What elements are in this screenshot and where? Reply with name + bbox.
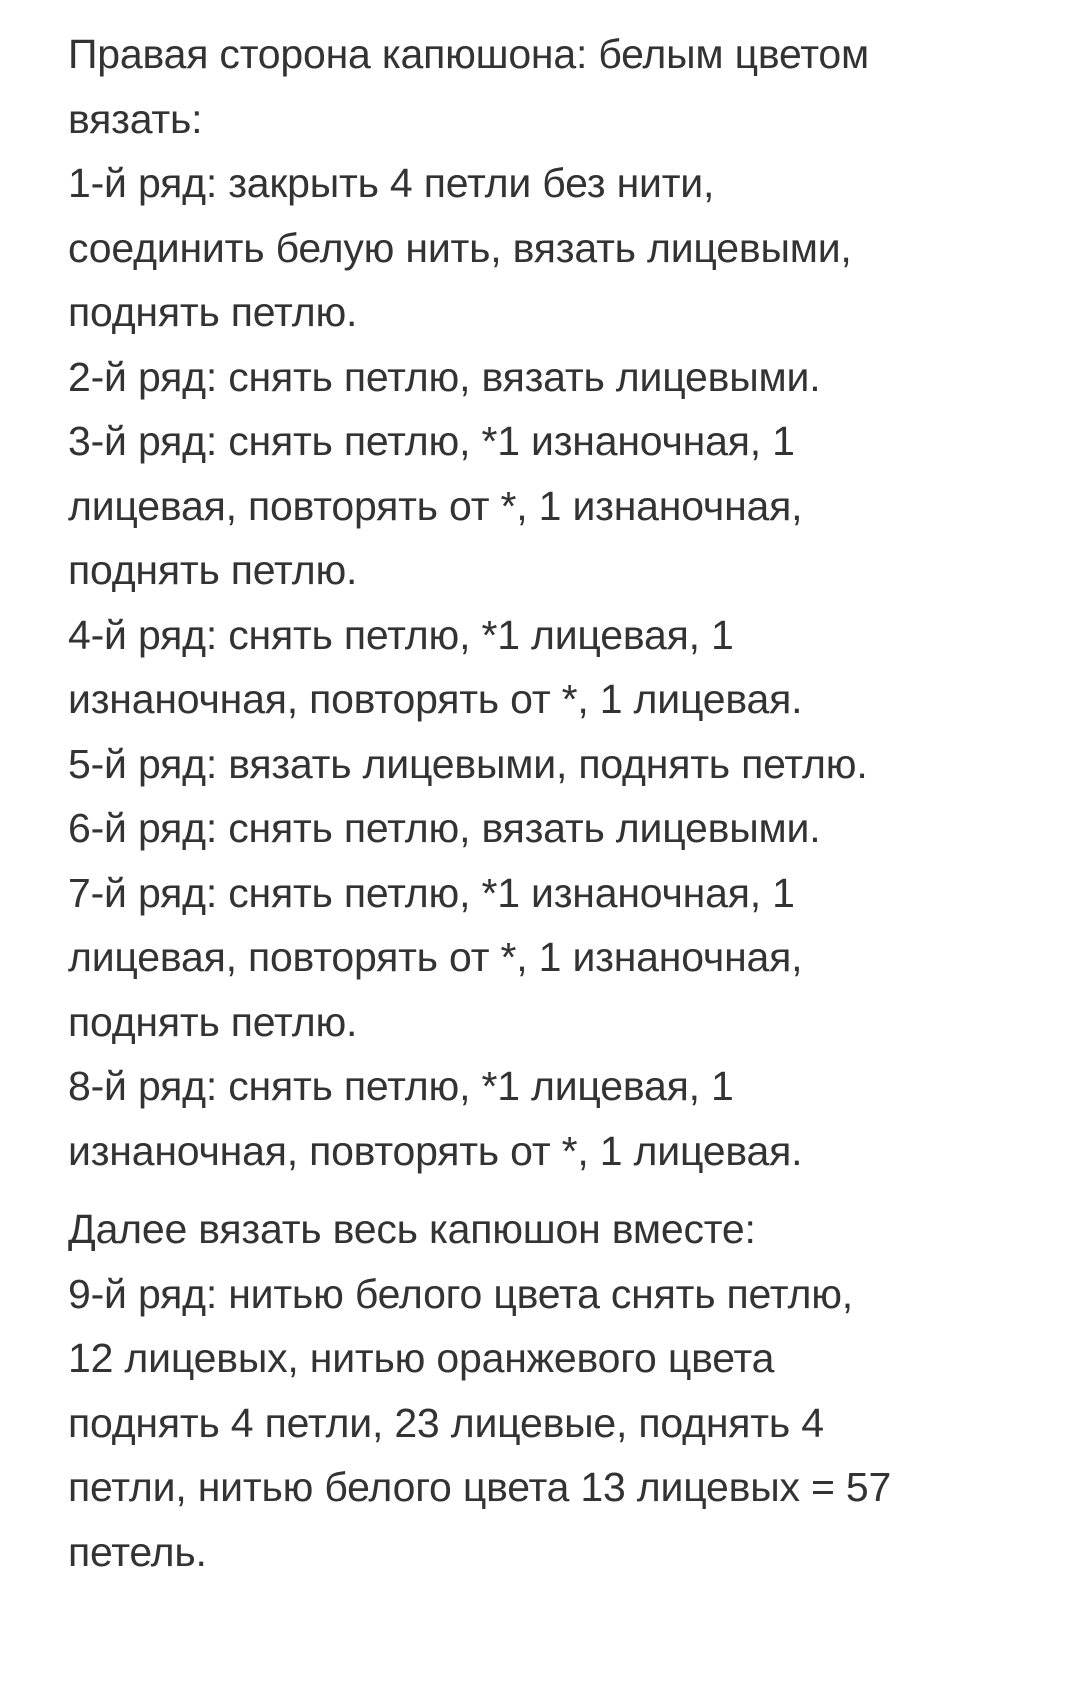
text-line: изнаночная, повторять от *, 1 лицевая. [68,1127,803,1174]
text-line: 6-й ряд: снять петлю, вязать лицевыми. [68,805,821,851]
text-line: 2-й ряд: снять петлю, вязать лицевыми. [68,353,821,400]
text-line: 9-й ряд: нитью белого цвета снять петлю, [68,1270,853,1317]
whole-hood-section [68,1197,1068,1584]
paragraph-spacer [68,1183,1068,1197]
text-line: изнаночная, повторять от *, 1 лицевая. [68,676,803,722]
text-line: петли, нитью белого цвета 13 лицевых = 57 [68,1464,892,1510]
text-line: петель. [68,1528,207,1575]
text-line: 12 лицевых, нитью оранжевого цвета [68,1335,775,1381]
text-line: 1-й ряд: закрыть 4 петли без нити, [68,160,715,206]
text-line: лицевая, повторять от *, 1 изнаночная, [68,482,803,529]
text-line: поднять петлю. [68,998,358,1045]
text-line: поднять петлю. [68,289,358,335]
instruction-document [68,22,1068,1584]
text-line: соединить белую нить, вязать лицевыми, [68,224,852,271]
text-line: 7-й ряд: снять петлю, *1 изнаночная, 1 [68,869,795,916]
text-line: 8-й ряд: снять петлю, *1 лицевая, 1 [68,1063,734,1109]
text-line: вязать: [68,95,203,142]
text-line: 5-й ряд: вязать лицевыми, поднять петлю. [68,740,868,787]
text-line: лицевая, повторять от *, 1 изнаночная, [68,934,803,980]
right-hood-side-section [68,22,1068,1183]
text-line: 3-й ряд: снять петлю, *1 изнаночная, 1 [68,418,795,464]
text-line: поднять 4 петли, 23 лицевые, поднять 4 [68,1399,824,1446]
text-line: Далее вязать весь капюшон вместе: [68,1206,756,1252]
text-line: Правая сторона капюшона: белым цветом [68,31,869,77]
text-line: поднять петлю. [68,547,358,593]
text-line: 4-й ряд: снять петлю, *1 лицевая, 1 [68,611,734,658]
